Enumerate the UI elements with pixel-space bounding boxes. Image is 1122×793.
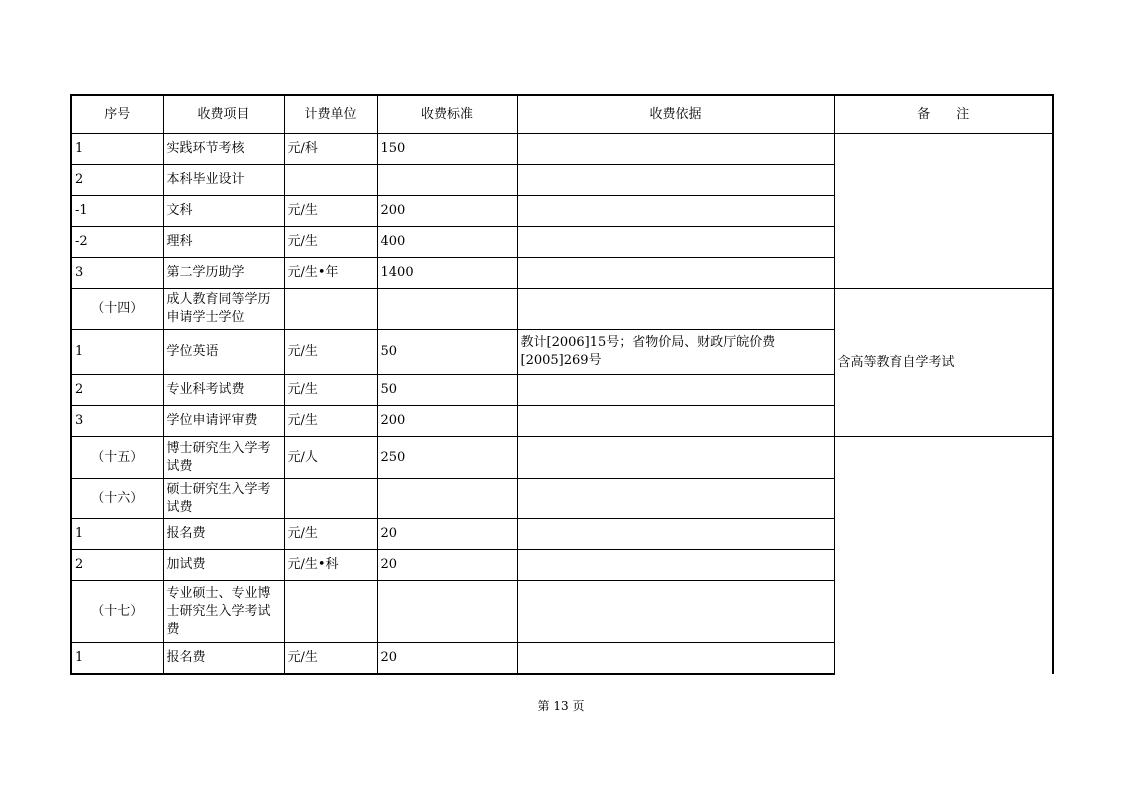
- table-row: [71, 134, 1053, 165]
- cell-basis: [517, 581, 834, 643]
- cell-unit: [284, 289, 377, 330]
- cell-item: 本科毕业设计: [163, 165, 284, 196]
- cell-item: 学位英语: [163, 330, 284, 375]
- cell-seq: （十四）: [71, 289, 163, 330]
- cell-basis: [517, 134, 834, 165]
- cell-standard: 200: [377, 406, 517, 437]
- table-row: [71, 437, 1053, 479]
- cell-basis: [517, 406, 834, 437]
- cell-unit: 元/生: [284, 519, 377, 550]
- cell-item: 专业科考试费: [163, 375, 284, 406]
- cell-standard: 20: [377, 643, 517, 674]
- cell-item: 专业硕士、专业博士研究生入学考试费: [163, 581, 284, 643]
- cell-basis: [517, 437, 834, 479]
- cell-standard: 1400: [377, 258, 517, 289]
- cell-standard: [377, 581, 517, 643]
- cell-basis: [517, 479, 834, 519]
- table-row: [71, 289, 1053, 330]
- cell-item: 成人教育同等学历申请学士学位: [163, 289, 284, 330]
- cell-unit: 元/生•科: [284, 550, 377, 581]
- cell-item: 文科: [163, 196, 284, 227]
- cell-unit: [284, 479, 377, 519]
- cell-item: 博士研究生入学考试费: [163, 437, 284, 479]
- cell-unit: 元/生: [284, 227, 377, 258]
- cell-item: 报名费: [163, 643, 284, 674]
- cell-item: 第二学历助学: [163, 258, 284, 289]
- cell-remark: [834, 437, 1053, 674]
- cell-item: 学位申请评审费: [163, 406, 284, 437]
- cell-basis: [517, 227, 834, 258]
- cell-unit: 元/科: [284, 134, 377, 165]
- header-seq: 序号: [71, 95, 163, 134]
- cell-unit: 元/生: [284, 330, 377, 375]
- header-standard: 收费标准: [377, 95, 517, 134]
- cell-standard: 250: [377, 437, 517, 479]
- header-basis: 收费依据: [517, 95, 834, 134]
- cell-remark: 含高等教育自学考试: [834, 289, 1053, 437]
- cell-standard: 200: [377, 196, 517, 227]
- cell-unit: [284, 165, 377, 196]
- header-unit: 计费单位: [284, 95, 377, 134]
- cell-item: 加试费: [163, 550, 284, 581]
- header-remark: 备 注: [834, 95, 1053, 134]
- cell-seq: （十七）: [71, 581, 163, 643]
- cell-basis: [517, 375, 834, 406]
- cell-unit: 元/生: [284, 375, 377, 406]
- cell-standard: 150: [377, 134, 517, 165]
- cell-basis: [517, 258, 834, 289]
- cell-item: 报名费: [163, 519, 284, 550]
- cell-basis: [517, 289, 834, 330]
- table-header-row: [71, 95, 1053, 134]
- header-item: 收费项目: [163, 95, 284, 134]
- cell-unit: 元/生: [284, 406, 377, 437]
- cell-basis: [517, 550, 834, 581]
- cell-seq: 1: [71, 134, 163, 165]
- cell-standard: [377, 289, 517, 330]
- cell-seq: （十六）: [71, 479, 163, 519]
- cell-seq: 1: [71, 519, 163, 550]
- cell-seq: 2: [71, 550, 163, 581]
- cell-standard: [377, 479, 517, 519]
- cell-unit: 元/生: [284, 196, 377, 227]
- cell-seq: 2: [71, 375, 163, 406]
- cell-basis: 教计[2006]15号；省物价局、财政厅皖价费[2005]269号: [517, 330, 834, 375]
- cell-seq: 1: [71, 643, 163, 674]
- cell-seq: -1: [71, 196, 163, 227]
- cell-standard: 400: [377, 227, 517, 258]
- cell-item: 硕士研究生入学考试费: [163, 479, 284, 519]
- fee-table: [70, 94, 1054, 675]
- cell-basis: [517, 165, 834, 196]
- cell-standard: [377, 165, 517, 196]
- cell-standard: 50: [377, 375, 517, 406]
- cell-basis: [517, 643, 834, 674]
- cell-item: 理科: [163, 227, 284, 258]
- cell-seq: 3: [71, 406, 163, 437]
- cell-basis: [517, 196, 834, 227]
- cell-unit: 元/生•年: [284, 258, 377, 289]
- cell-unit: 元/人: [284, 437, 377, 479]
- cell-seq: 3: [71, 258, 163, 289]
- cell-remark: [834, 134, 1053, 289]
- cell-unit: 元/生: [284, 643, 377, 674]
- cell-seq: 2: [71, 165, 163, 196]
- cell-unit: [284, 581, 377, 643]
- cell-seq: 1: [71, 330, 163, 375]
- cell-standard: 50: [377, 330, 517, 375]
- cell-basis: [517, 519, 834, 550]
- cell-standard: 20: [377, 519, 517, 550]
- page-number: 第 13 页: [537, 699, 585, 713]
- cell-seq: -2: [71, 227, 163, 258]
- cell-standard: 20: [377, 550, 517, 581]
- cell-seq: （十五）: [71, 437, 163, 479]
- cell-item: 实践环节考核: [163, 134, 284, 165]
